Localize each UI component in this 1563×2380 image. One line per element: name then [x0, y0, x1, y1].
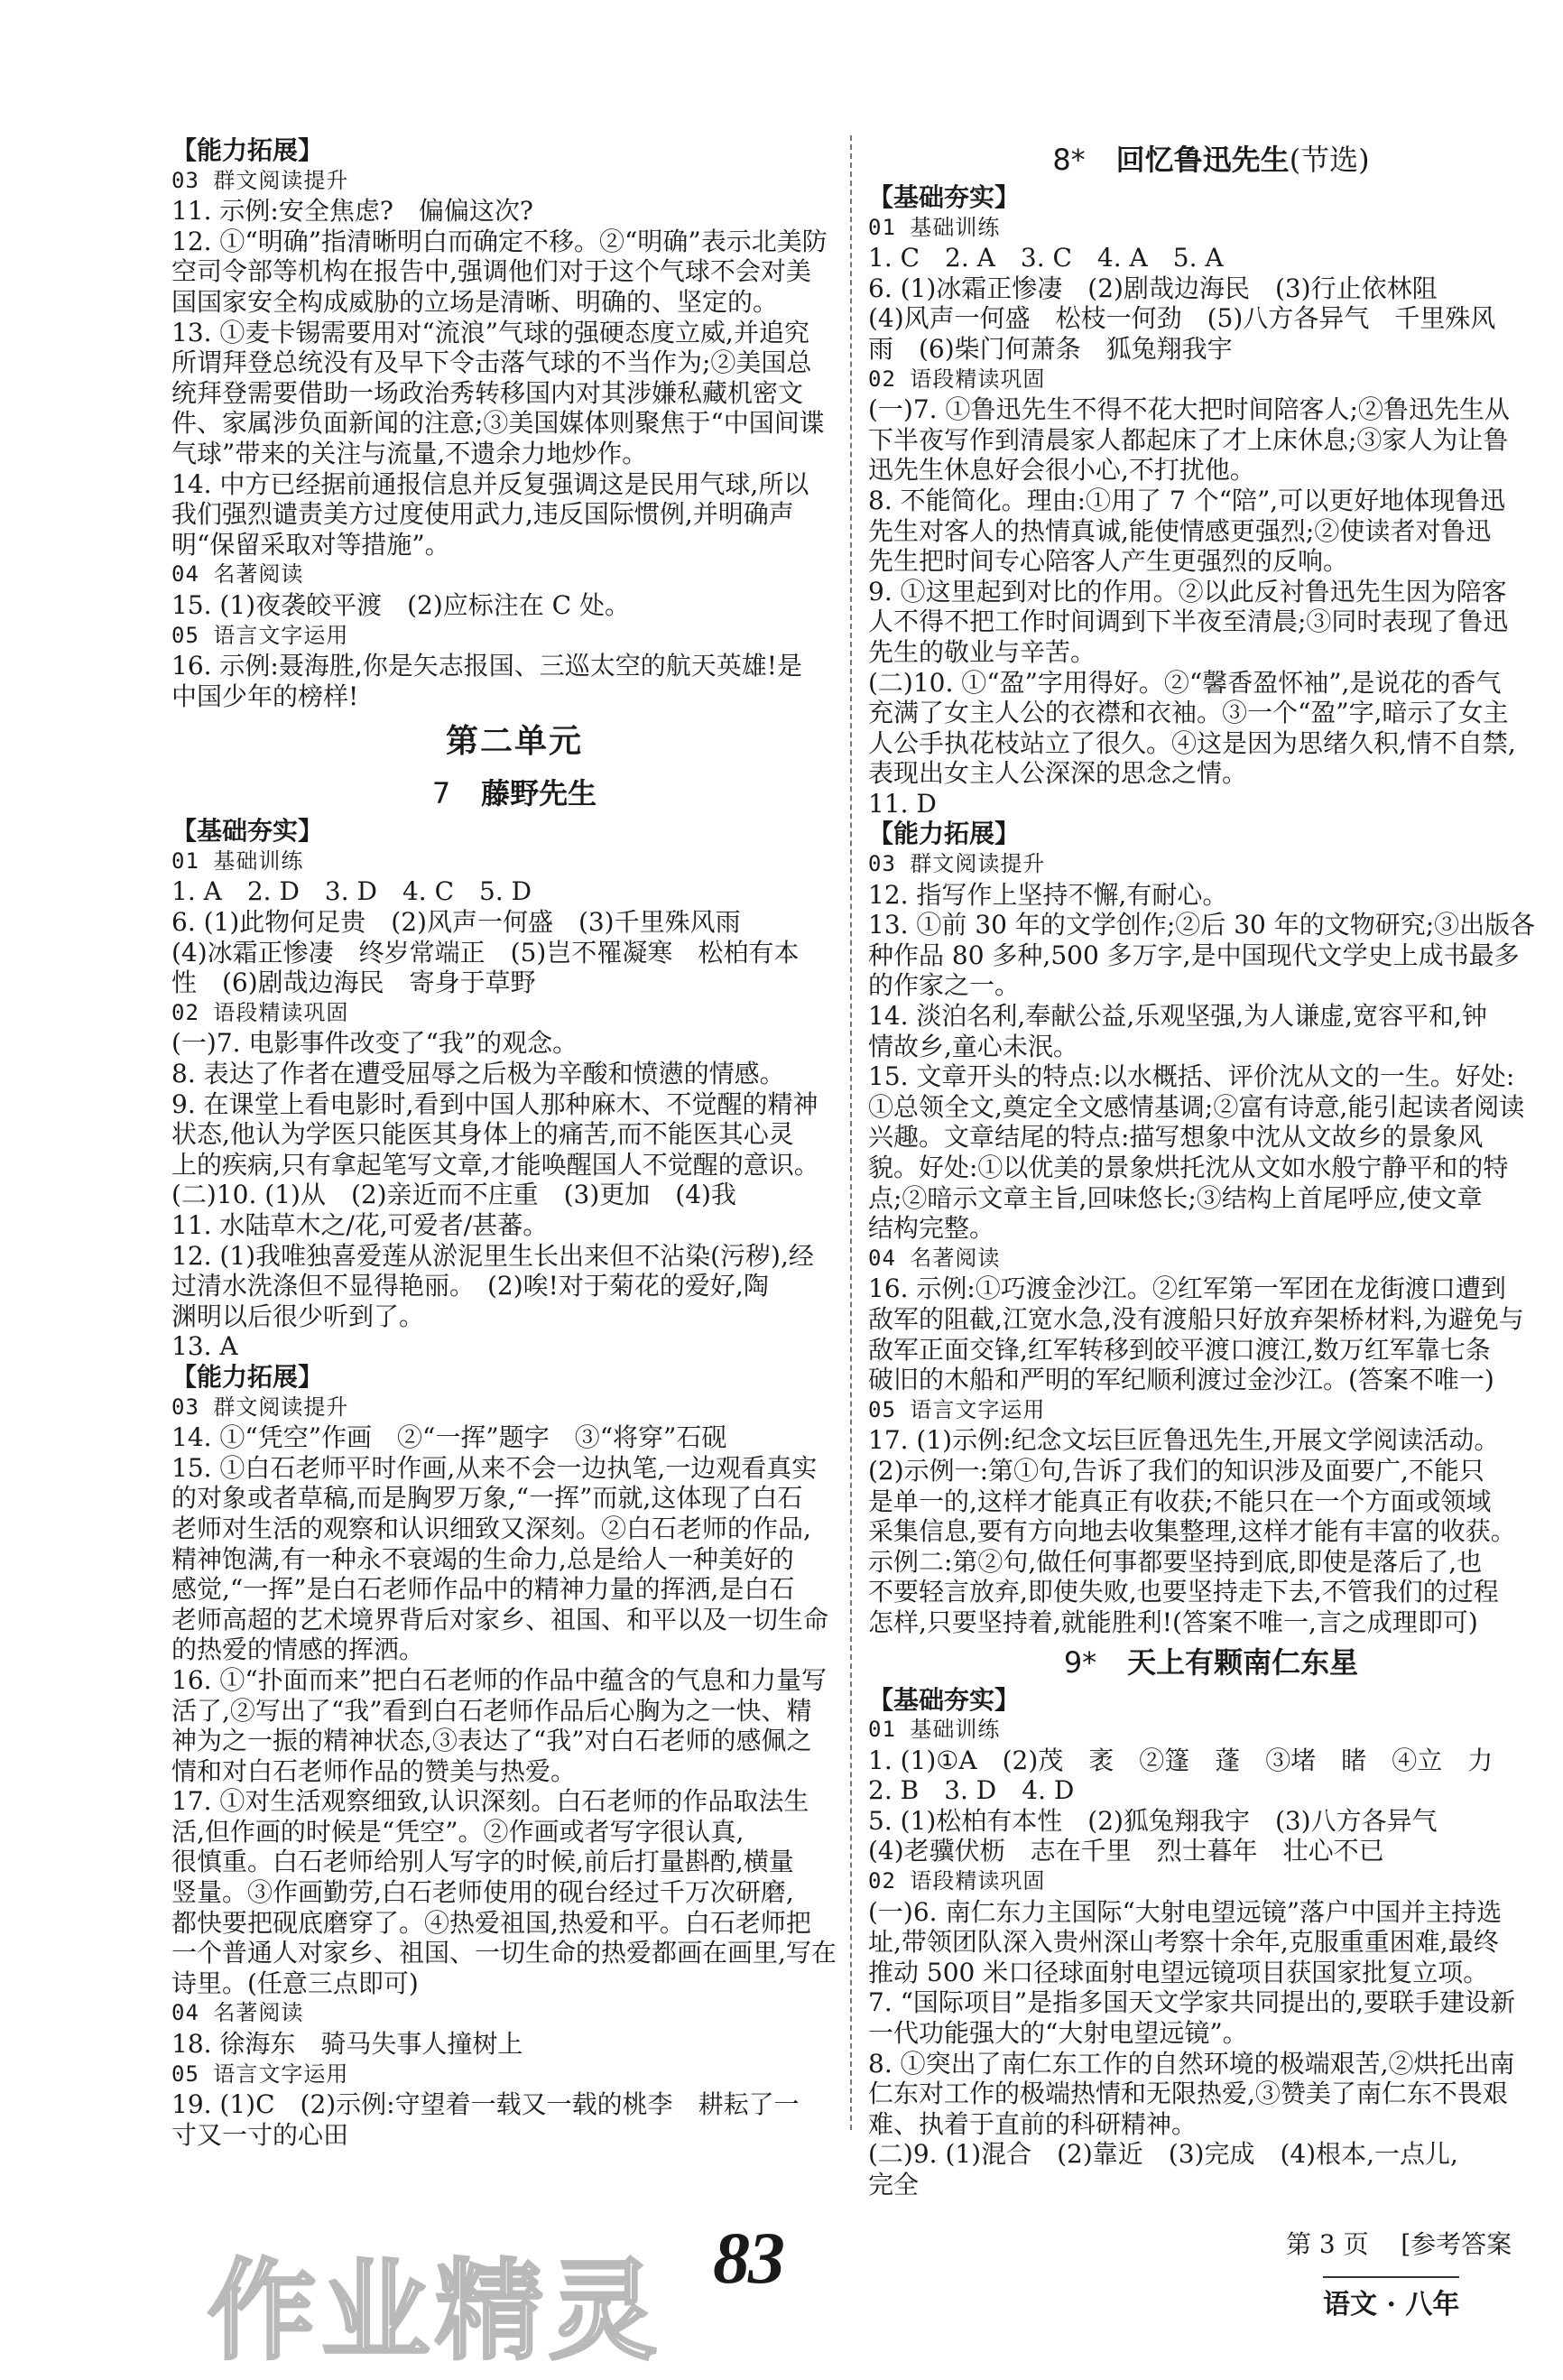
answer-line: 11. D: [868, 788, 937, 819]
answer-line: (2)示例一:第①句,告诉了我们的知识涉及面要广,不能只: [868, 1455, 1484, 1486]
answer-line: (二)10. ①“盈”字用得好。②“馨香盈怀袖”,是说花的香气: [868, 667, 1502, 698]
answer-line: 雨 (6)柴门何萧条 狐兔翔我宇: [868, 333, 1233, 364]
section-label: [参考答案: [1401, 2229, 1512, 2259]
answer-line: 点;②暗示文章主旨,回味悠长;③结构上首尾呼应,使文章: [868, 1182, 1483, 1213]
subsection-heading: 01 基础训练: [868, 214, 1001, 240]
answer-line: 11. 水陆草木之/花,可爱者/甚蕃。: [171, 1210, 549, 1240]
answer-line: 采集信息,要有方向地去收集整理,这样才能有丰富的收获。: [868, 1516, 1516, 1547]
answer-line: 统拜登需要借助一场政治秀转移国内对其涉嫌私藏机密文: [171, 377, 804, 408]
lesson-title: [868, 1638, 1554, 1685]
subsection-heading: 04 名著阅读: [171, 2000, 304, 2026]
section-heading: 【基础夯实】: [868, 1684, 1021, 1715]
subsection-heading: 02 语段精读巩固: [171, 999, 349, 1025]
answer-line: 精神饱满,有一种永不衰竭的生命力,总是给人一种美好的: [171, 1543, 794, 1574]
answer-line: 诗里。(任意三点即可): [171, 1968, 419, 1998]
answer-line: 表现出女主人公深深的思念之情。: [868, 758, 1248, 789]
answer-line: 渊明以后很少听到了。: [171, 1301, 425, 1331]
section-heading: 【能力拓展】: [868, 819, 1021, 849]
subsection-heading: 04 名著阅读: [868, 1245, 1001, 1271]
lesson-title: [171, 769, 857, 816]
answer-line: 难、执着于直前的科研精神。: [868, 2108, 1198, 2139]
answer-line: 6. (1)此物何足贵 (2)风声一何盛 (3)千里殊风雨: [171, 907, 741, 938]
answer-line: 址,带领团队深入贵州深山考察十余年,克服重重困难,最终: [868, 1927, 1499, 1958]
answer-line: 16. ①“扑面而来”把白石老师的作品中蕴含的气息和力量写: [171, 1664, 828, 1695]
answer-line: 15. ①白石老师平时作画,从来不会一边执笔,一边观看真实: [171, 1452, 818, 1483]
answer-line: 国国家安全构成威胁的立场是清晰、明确的、坚定的。: [171, 286, 779, 317]
answer-line: (二)9. (1)混合 (2)靠近 (3)完成 (4)根本,一点儿,: [868, 2139, 1458, 2170]
answer-line: 一代功能强大的“大射电望远镜”。: [868, 2018, 1248, 2049]
section-heading: 【能力拓展】: [171, 1361, 324, 1392]
answer-line: ①总领全文,奠定全文感情基调;②富有诗意,能引起读者阅读: [868, 1091, 1525, 1122]
answer-line: 14. 淡泊名利,奉献公益,乐观坚强,为人谦虚,宽容平和,钟: [868, 1001, 1487, 1032]
answer-line: 16. 示例:聂海胜,你是矢志报国、三巡太空的航天英雄!是: [171, 651, 803, 681]
answer-line: 充满了女主人公的衣襟和衣袖。③一个“盈”字,暗示了女主: [868, 698, 1509, 728]
answer-line: 8. ①突出了南仁东工作的自然环境的极端艰苦,②烘托出南: [868, 2048, 1515, 2079]
answer-line: 结构完整。: [868, 1213, 995, 1244]
answer-line: 破旧的木船和严明的军纪顺利渡过金沙江。(答案不唯一): [868, 1365, 1494, 1395]
answer-line: 人公手执花枝站立了很久。④这是因为思绪久积,情不自禁,: [868, 727, 1516, 758]
answer-line: 先生对客人的热情真诚,能使情感更强烈;②使读者对鲁迅: [868, 515, 1492, 546]
answer-line: 种作品 80 多种,500 多万字,是中国现代文学史上成书最多: [868, 940, 1520, 970]
page-label: 第 3 页: [1286, 2229, 1369, 2259]
answer-line: 老师对生活的观察和认识细致又深刻。②白石老师的作品,: [171, 1513, 811, 1543]
answer-line: 的作家之一。: [868, 970, 1021, 1001]
answer-line: 活,但作画的时候是“凭空”。②作画或者写字很认真,: [171, 1816, 745, 1847]
answer-line: 仁东对工作的极端热情和无限热爱,③赞美了南仁东不畏艰: [868, 2079, 1508, 2109]
answer-line: 不要轻言放弃,即使失败,也要坚持走下去,不管我们的过程: [868, 1577, 1499, 1607]
lesson-name: 天上有颗南仁东星: [1127, 1644, 1359, 1680]
answer-line: 神为之一振的精神状态,③表达了“我”对白石老师的感佩之: [171, 1726, 812, 1756]
subsection-heading: 04 名著阅读: [171, 561, 304, 588]
answer-line: 都快要把砚底磨穿了。④热爱祖国,热爱和平。白石老师把: [171, 1907, 811, 1938]
answer-line: 16. 示例:①巧渡金沙江。②红军第一军团在龙街渡口遭到: [868, 1273, 1506, 1304]
lesson-number: 9*: [1063, 1644, 1097, 1680]
answer-line: 13. A: [171, 1331, 238, 1362]
subject-label: 语文 · 八年: [1323, 2276, 1459, 2321]
answer-line: 19. (1)C (2)示例:守望着一载又一载的桃李 耕耘了一: [171, 2089, 800, 2120]
answer-line: (一)7. 电影事件改变了“我”的观念。: [171, 1028, 578, 1059]
answer-line: 1. A 2. D 3. D 4. C 5. D: [171, 876, 532, 907]
answer-line: 12. ①“明确”指清晰明白而确定不移。②“明确”表示北美防: [171, 226, 828, 256]
subsection-heading: 03 群文阅读提升: [868, 851, 1046, 877]
answer-line: 寸又一寸的心田: [171, 2119, 349, 2150]
answer-line: 我们强烈谴责美方过度使用武力,违反国际惯例,并明确声: [171, 499, 794, 530]
answer-line: 12. 指写作上坚持不懈,有耐心。: [868, 879, 1228, 910]
answer-line: 8. 不能简化。理由:①用了 7 个“陪”,可以更好地体现鲁迅: [868, 485, 1506, 515]
lesson-title: [868, 135, 1554, 182]
answer-line: 推动 500 米口径球面射电望远镜项目获国家批复立项。: [868, 1957, 1489, 1987]
left-column: [171, 135, 857, 2150]
section-heading: 【基础夯实】: [171, 816, 324, 847]
answer-line: 空司令部等机构在报告中,强调他们对于这个气球不会对美: [171, 256, 811, 287]
answer-line: 迅先生休息好会很小心,不打扰他。: [868, 455, 1255, 486]
answer-line: 先生的敬业与辛苦。: [868, 636, 1096, 667]
answer-line: (4)冰霜正惨凄 终岁常端正 (5)岂不罹凝寒 松柏有本: [171, 937, 800, 968]
answer-line: 13. ①麦卡锡需要用对“流浪”气球的强硬态度立威,并追究: [171, 317, 809, 347]
subsection-heading: 02 语段精读巩固: [868, 1868, 1046, 1894]
subsection-heading: 03 群文阅读提升: [171, 1394, 349, 1420]
answer-line: 14. ①“凭空”作画 ②“一挥”题字 ③“将穿”石砚: [171, 1422, 727, 1453]
answer-line: 敌军正面交锋,红军转移到皎平渡口渡江,数万红军靠七条: [868, 1334, 1491, 1365]
watermark: 作业精灵: [208, 2249, 662, 2375]
subsection-heading: 02 语段精读巩固: [868, 366, 1046, 392]
answer-line: 明“保留采取对等措施”。: [171, 529, 450, 560]
answer-line: (4)老骥伏枥 志在千里 烈士暮年 壮心不已: [868, 1836, 1384, 1866]
answer-line: 件、家属涉负面新闻的注意;③美国媒体则聚焦于“中国间谍: [171, 408, 825, 439]
answer-line: 1. C 2. A 3. C 4. A 5. A: [868, 243, 1224, 273]
answer-line: 情和对白石老师作品的赞美与热爱。: [171, 1755, 577, 1786]
answer-line: 8. 表达了作者在遭受屈辱之后极为辛酸和愤懑的情感。: [171, 1059, 785, 1089]
section-heading: 【基础夯实】: [868, 182, 1021, 212]
answer-line: 14. 中方已经据前通报信息并反复强调这是民用气球,所以: [171, 468, 809, 499]
page-footer-label: [1286, 2225, 1512, 2261]
answer-line: 人不得不把工作时间调到下半夜至清晨;③同时表现了鲁迅: [868, 607, 1509, 637]
answer-line: 状态,他认为学医只能医其身体上的痛苦,而不能医其心灵: [171, 1119, 794, 1150]
answer-line: 13. ①前 30 年的文学创作;②后 30 年的文物研究;③出版各: [868, 910, 1536, 940]
answer-line: 完全: [868, 2170, 920, 2199]
answer-line: 情故乡,童心未泯。: [868, 1031, 1078, 1061]
unit-title: 第二单元: [445, 722, 583, 761]
answer-line: 9. 在课堂上看电影时,看到中国人那种麻木、不觉醒的精神: [171, 1088, 818, 1119]
answer-line: 2. B 3. D 4. D: [868, 1775, 1075, 1806]
answer-line: 7. “国际项目”是指多国天文学家共同提出的,要联手建设新: [868, 1987, 1516, 2018]
answer-line: 中国少年的榜样!: [171, 681, 359, 711]
answer-line: 老师高超的艺术境界背后对家乡、祖国、和平以及一切生命: [171, 1604, 829, 1635]
answer-line: 15. 文章开头的特点:以水概括、评价沈从文的一生。好处:: [868, 1061, 1515, 1092]
subsection-heading: 05 语言文字运用: [171, 622, 349, 648]
answer-line: 12. (1)我唯独喜爱莲从淤泥里生长出来但不沾染(污秽),经: [171, 1240, 814, 1271]
answer-line: (一)7. ①鲁迅先生不得不花大把时间陪客人;②鲁迅先生从: [868, 394, 1510, 425]
answer-line: 性 (6)剧哉边海民 寄身于草野: [171, 968, 536, 998]
answer-line: 下半夜写作到清晨家人都起床了才上床休息;③家人为让鲁: [868, 424, 1509, 455]
lesson-name: 藤野先生: [481, 776, 597, 811]
answer-line: 一个普通人对家乡、祖国、一切生命的热爱都画在画里,写在: [171, 1938, 837, 1968]
answer-line: 先生把时间专心陪客人产生更强烈的反响。: [868, 546, 1349, 577]
answer-line: 11. 示例:安全焦虑? 偏偏这次?: [171, 196, 533, 227]
answer-line: 上的疾病,只有拿起笔写文章,才能唤醒国人不觉醒的意识。: [171, 1149, 819, 1180]
answer-line: 15. (1)夜袭皎平渡 (2)应标注在 C 处。: [171, 589, 630, 620]
answer-line: 过清水洗涤但不显得艳丽。 (2)唉!对于菊花的爱好,陶: [171, 1271, 769, 1301]
answer-line: 气球”带来的关注与流量,不遗余力地炒作。: [171, 438, 648, 468]
answer-line: 的对象或者草稿,而是胸罗万象,“一挥”而就,这体现了白石: [171, 1483, 803, 1514]
answer-line: (4)风声一何盛 松枝一何劲 (5)八方各异气 千里殊风: [868, 303, 1496, 334]
answer-line: 很慎重。白石老师给别人写字的时候,前后打量斟酌,横量: [171, 1847, 794, 1877]
answer-line: 貌。好处:①以优美的景象烘托沈从文如水般宁静平和的特: [868, 1153, 1509, 1182]
answer-line: 所谓拜登总统没有及早下令击落气球的不当作为;②美国总: [171, 347, 812, 378]
answer-line: 9. ①这里起到对比的作用。②以此反衬鲁迅先生因为陪客: [868, 576, 1507, 607]
answer-line: 兴趣。文章结尾的特点:描写想象中沈从文故乡的景象风: [868, 1122, 1484, 1153]
answer-line: 的热爱的情感的挥洒。: [171, 1635, 425, 1665]
answer-line: 17. ①对生活观察细致,认识深刻。白石老师的作品取法生: [171, 1786, 809, 1817]
answer-line: (一)6. 南仁东力主国际“大射电望远镜”落户中国并主持选: [868, 1896, 1503, 1927]
answer-line: 18. 徐海东 骑马失事人撞树上: [171, 2029, 523, 2060]
answer-line: 竖量。③作画勤劳,白石老师使用的砚台经过千万次研磨,: [171, 1877, 794, 1908]
answer-line: 示例二:第②句,做任何事都要坚持到底,即使是落后了,也: [868, 1546, 1483, 1577]
subsection-heading: 03 群文阅读提升: [171, 167, 349, 193]
lesson-number: 8*: [1052, 143, 1086, 177]
right-column: [868, 135, 1554, 2200]
answer-line: 怎样,只要坚持着,就能胜利!(答案不唯一,言之成理即可): [868, 1607, 1478, 1637]
page-number: 83: [713, 2217, 783, 2299]
subsection-heading: 01 基础训练: [868, 1717, 1001, 1743]
answer-line: 1. (1)①A (2)茂 袤 ②篷 蓬 ③堵 睹 ④立 力: [868, 1745, 1494, 1775]
section-heading: 【能力拓展】: [171, 135, 324, 165]
answer-line: (二)10. (1)从 (2)亲近而不庄重 (3)更加 (4)我: [171, 1180, 736, 1210]
answer-line: 6. (1)冰霜正惨凄 (2)剧哉边海民 (3)行止依林阻: [868, 273, 1438, 303]
answer-line: 5. (1)松柏有本性 (2)狐兔翔我宇 (3)八方各异气: [868, 1805, 1438, 1836]
answer-line: 17. (1)示例:纪念文坛巨匠鲁迅先生,开展文学阅读活动。: [868, 1425, 1500, 1456]
answer-line: 敌军的阻截,江宽水急,没有渡船只好放弃架桥材料,为避免与: [868, 1303, 1524, 1334]
lesson-name: 回忆鲁迅先生: [1115, 143, 1290, 177]
subsection-heading: 05 语言文字运用: [171, 2061, 349, 2087]
answer-line: 活了,②写出了“我”看到白石老师作品后心胸为之一快、精: [171, 1695, 812, 1726]
lesson-number: 7: [431, 776, 451, 811]
answer-line: 是单一的,这样才能真正有收获;不能只在一个方面或领域: [868, 1486, 1492, 1516]
subsection-heading: 05 语言文字运用: [868, 1396, 1046, 1422]
subsection-heading: 01 基础训练: [171, 847, 304, 874]
lesson-tag: (节选): [1289, 143, 1370, 177]
answer-line: 感觉,“一挥”是白石老师作品中的精神力量的挥洒,是白石: [171, 1574, 795, 1605]
